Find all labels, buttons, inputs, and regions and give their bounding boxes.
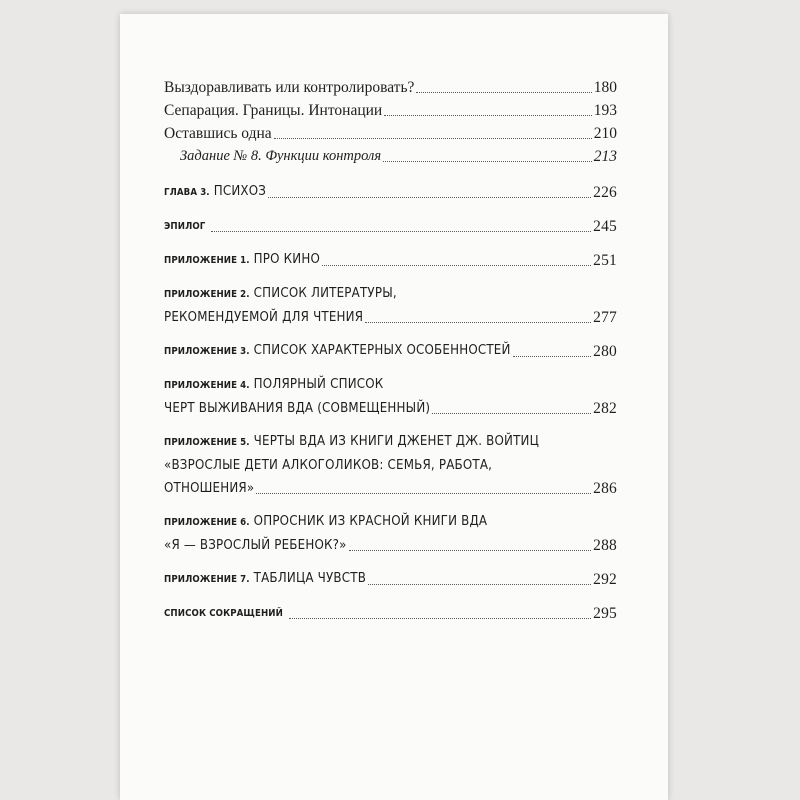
- toc-entry-title: [164, 601, 287, 625]
- toc-entry: [164, 145, 617, 168]
- toc-page-number: 282: [593, 400, 617, 417]
- toc-entry: [164, 99, 617, 122]
- toc-entry-title: Сепарация. Границы. Интонации: [164, 102, 383, 119]
- toc-row: [164, 477, 617, 500]
- toc-chapter-prefix: ПРИЛОЖЕНИЕ 1.: [164, 255, 250, 266]
- toc-row: [164, 99, 617, 122]
- toc-chapter-title: ПОЛЯРНЫЙ СПИСОК: [253, 377, 384, 392]
- toc-entry-title: Задание № 8. Функции контроля: [180, 148, 382, 164]
- toc-entry: [164, 510, 617, 557]
- toc-row: [164, 306, 617, 329]
- toc-row: [164, 180, 617, 204]
- toc-chapter-title: «Я — ВЗРОСЛЫЙ РЕБЕНОК?»: [164, 538, 347, 553]
- toc-entry-title: [164, 397, 430, 420]
- book-page: [120, 14, 668, 800]
- toc-row: [164, 601, 617, 625]
- toc-chapter-title: СПИСОК ЛИТЕРАТУРЫ,: [253, 286, 397, 301]
- toc-leader-dots: [349, 550, 592, 551]
- toc-entry-title: [164, 214, 209, 238]
- toc-row: [164, 454, 617, 477]
- toc-entry: [164, 248, 617, 272]
- toc-entry-title: [164, 306, 363, 329]
- toc-leader-dots: [383, 161, 592, 162]
- toc-leader-dots: [256, 493, 591, 494]
- toc-entry: [164, 180, 617, 204]
- toc-leader-dots: [211, 231, 591, 232]
- toc-leader-dots: [416, 92, 591, 93]
- toc-chapter-prefix: ПРИЛОЖЕНИЕ 5.: [164, 437, 250, 448]
- toc-chapter-title: СПИСОК ХАРАКТЕРНЫХ ОСОБЕННОСТЕЙ: [253, 343, 511, 358]
- toc-entry-title: [164, 282, 397, 306]
- toc-leader-dots: [289, 618, 591, 619]
- toc-chapter-title: ТАБЛИЦА ЧУВСТВ: [253, 571, 367, 586]
- toc-chapter-title: ЧЕРТЫ ВДА ИЗ КНИГИ ДЖЕНЕТ ДЖ. ВОЙТИЦ: [253, 434, 540, 449]
- toc-page-number: 210: [593, 125, 617, 142]
- toc-chapter-prefix: ПРИЛОЖЕНИЕ 6.: [164, 517, 250, 528]
- toc-entry-title: [164, 180, 266, 204]
- toc-chapter-prefix: ГЛАВА 3.: [164, 187, 210, 198]
- toc-leader-dots: [268, 197, 591, 198]
- toc-entry-title: [164, 454, 492, 477]
- toc-chapter-title: «ВЗРОСЛЫЕ ДЕТИ АЛКОГОЛИКОВ: СЕМЬЯ, РАБОТА,: [164, 458, 493, 473]
- toc-entry-title: [164, 567, 366, 591]
- toc-entry: [164, 373, 617, 420]
- toc-chapter-prefix: СПИСОК СОКРАЩЕНИЙ: [164, 608, 283, 619]
- toc-row: [164, 248, 617, 272]
- toc-page-number: 213: [593, 148, 617, 165]
- toc-chapter-prefix: ПРИЛОЖЕНИЕ 4.: [164, 380, 250, 391]
- toc-row: [164, 76, 617, 99]
- toc-entry: [164, 122, 617, 145]
- toc-entry-title: [164, 373, 383, 397]
- toc-page-number: 295: [593, 605, 617, 622]
- toc-row: [164, 214, 617, 238]
- toc-page-number: 288: [593, 537, 617, 554]
- toc-page-number: 277: [593, 309, 617, 326]
- toc-row: [164, 373, 617, 397]
- toc-chapter-title: ЧЕРТ ВЫЖИВАНИЯ ВДА (СОВМЕЩЕННЫЙ): [164, 401, 431, 416]
- toc-entry-title: [164, 534, 347, 557]
- toc-row: [164, 567, 617, 591]
- toc-chapter-title: ПРО КИНО: [253, 252, 321, 267]
- toc-row: [164, 282, 617, 306]
- toc-row: [164, 534, 617, 557]
- toc-page-number: 193: [593, 102, 617, 119]
- toc-chapter-title: ОТНОШЕНИЯ»: [164, 481, 255, 496]
- toc-entry: [164, 430, 617, 500]
- toc-leader-dots: [322, 265, 591, 266]
- toc-chapter-prefix: ПРИЛОЖЕНИЕ 7.: [164, 574, 250, 585]
- toc-page-number: 286: [593, 480, 617, 497]
- toc-row: [164, 430, 617, 454]
- toc-row: [164, 510, 617, 534]
- toc-page-number: 180: [593, 79, 617, 96]
- toc-entry-title: [164, 510, 487, 534]
- toc-page-number: 292: [593, 571, 617, 588]
- toc-entry: [164, 282, 617, 329]
- toc-entry-title: [164, 477, 254, 500]
- toc-leader-dots: [274, 138, 592, 139]
- toc-entry: [164, 214, 617, 238]
- toc-row: [164, 145, 617, 168]
- toc-entry-title: [164, 339, 511, 363]
- toc-entry: [164, 76, 617, 99]
- table-of-contents: [164, 76, 617, 625]
- toc-chapter-title: ОПРОСНИК ИЗ КРАСНОЙ КНИГИ ВДА: [253, 514, 488, 529]
- toc-chapter-prefix: ПРИЛОЖЕНИЕ 2.: [164, 289, 250, 300]
- toc-leader-dots: [368, 584, 591, 585]
- toc-entry-title: Оставшись одна: [164, 125, 272, 142]
- toc-page-number: 280: [593, 343, 617, 360]
- toc-page-number: 226: [593, 184, 617, 201]
- toc-entry-title: [164, 248, 320, 272]
- toc-row: [164, 122, 617, 145]
- toc-chapter-prefix: ЭПИЛОГ: [164, 221, 206, 232]
- toc-leader-dots: [365, 322, 591, 323]
- toc-chapter-title: ПСИХОЗ: [213, 184, 267, 199]
- toc-chapter-title: РЕКОМЕНДУЕМОЙ ДЛЯ ЧТЕНИЯ: [164, 310, 364, 325]
- toc-page-number: 245: [593, 218, 617, 235]
- toc-page-number: 251: [593, 252, 617, 269]
- toc-entry-title: [164, 430, 539, 454]
- toc-row: [164, 339, 617, 363]
- toc-leader-dots: [513, 356, 592, 357]
- toc-leader-dots: [384, 115, 592, 116]
- toc-entry: [164, 339, 617, 363]
- toc-row: [164, 397, 617, 420]
- toc-entry-title: Выздоравливать или контролировать?: [164, 79, 415, 96]
- toc-chapter-prefix: ПРИЛОЖЕНИЕ 3.: [164, 346, 250, 357]
- toc-entry: [164, 567, 617, 591]
- toc-entry: [164, 601, 617, 625]
- toc-leader-dots: [432, 413, 591, 414]
